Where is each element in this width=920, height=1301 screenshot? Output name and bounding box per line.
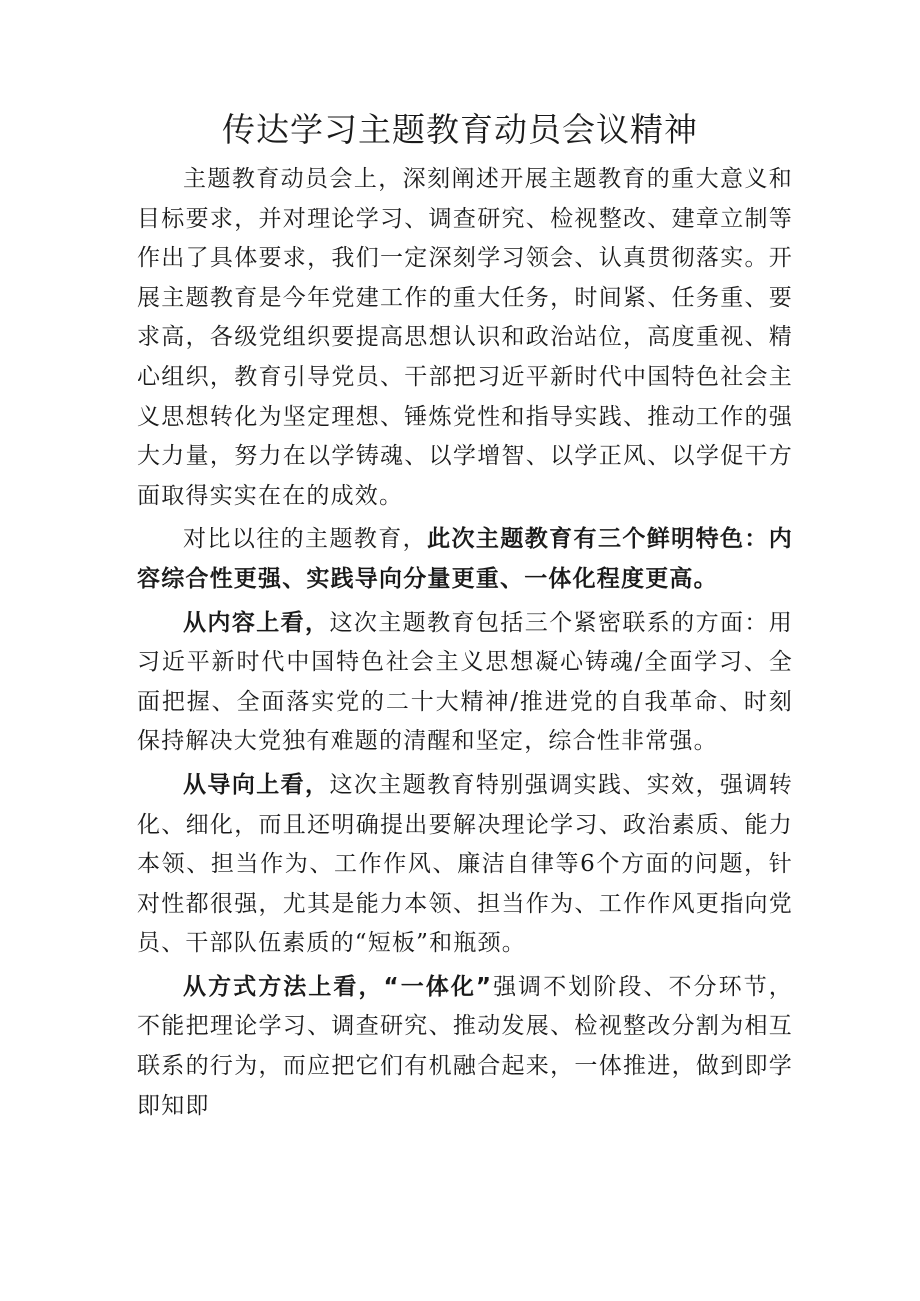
paragraph-3 <box>137 604 793 762</box>
paragraph-2-lead: 对比以往的主题教育， <box>183 526 428 553</box>
paragraph-2 <box>137 520 793 599</box>
paragraph-4-text: 这次主题教育特别强调实践、实效，强调转化、细化，而且还明确提出要解决理论学习、政治素质、能力本领、担当作为、工作作风、廉洁自律等6个方面的问题，针对性都很强，尤其是能力本领、担当作为、工作作风更指向党员、干部队伍素质的“短板”和瓶颈。 <box>137 771 793 957</box>
paragraph-5 <box>137 968 793 1126</box>
paragraph-1-text: 主题教育动员会上，深刻阐述开展主题教育的重大意义和目标要求，并对理论学习、调查研究、检视整改、建章立制等作出了具体要求，我们一定深刻学习领会、认真贯彻落实。开展主题教育是今年党建工作的重大任务，时间紧、任务重、要求高，各级党组织要提高思想认识和政治站位，高度重视、精心组织，教育引导党员、干部把习近平新时代中国特色社会主义思想转化为坚定理想、锤炼党性和指导实践、推动工作的强大力量，努力在以学铸魂、以学增智、以学正风、以学促干方面取得实实在在的成效。 <box>137 166 793 509</box>
paragraph-5-heading: 从方式方法上看， <box>183 973 384 1000</box>
paragraph-4-heading: 从导向上看， <box>183 771 330 798</box>
paragraph-3-heading: 从内容上看， <box>183 609 330 636</box>
paragraph-4 <box>137 766 793 964</box>
paragraph-5-quote: “一体化” <box>383 973 493 1000</box>
paragraph-1 <box>137 160 793 516</box>
document-title: 传达学习主题教育动员会议精神 <box>222 110 698 149</box>
paragraph-3-text: 这次主题教育包括三个紧密联系的方面：用习近平新时代中国特色社会主义思想凝心铸魂/全面学习、全面把握、全面落实党的二十大精神/推进党的自我革命、时刻保持解决大党独有难题的清醒和坚定，综合性非常强。 <box>137 609 793 755</box>
paragraph-5-text: 强调不划阶段、不分环节，不能把理论学习、调查研究、推动发展、检视整改分割为相互联系的行为，而应把它们有机融合起来，一体推进，做到即学即知即 <box>137 973 794 1119</box>
paragraph-2-highlight: 此次主题教育有三个鲜明特色：内容综合性更强、实践导向分量更重、一体化程度更高。 <box>137 526 794 592</box>
document-body <box>137 160 793 1130</box>
